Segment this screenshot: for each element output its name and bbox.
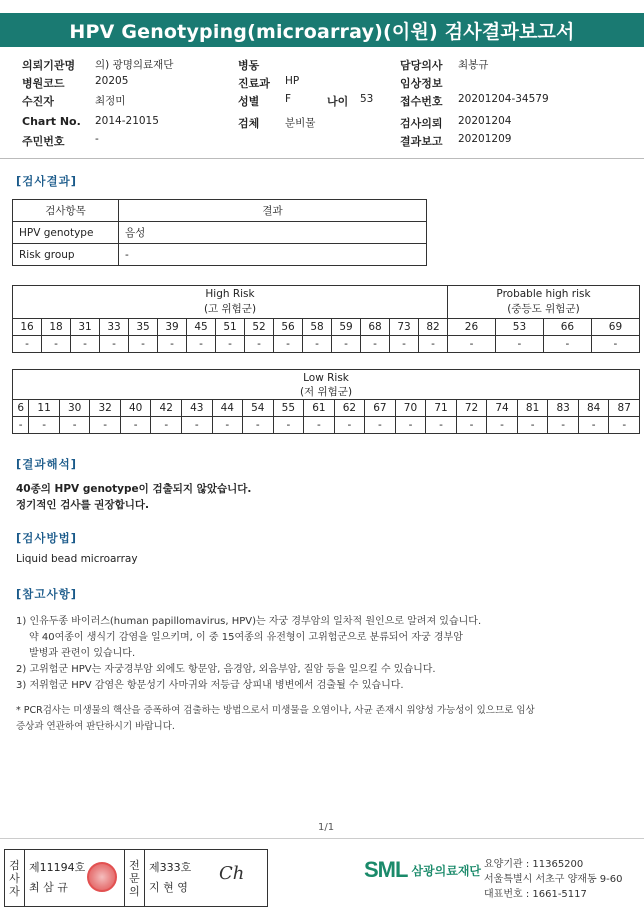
examiner-license: 제11194호 [29, 861, 86, 874]
high-risk-type-cell: 31 [71, 319, 100, 336]
specialist-name: 지 현 영 [149, 881, 188, 894]
sex-label: 성별 [238, 95, 260, 108]
high-risk-value-cell: - [303, 336, 332, 353]
note-item: 3) 저위험군 HPV 감염은 항문성기 사마귀와 저등급 상피내 병변에서 검출될 수 있습니다. [16, 680, 404, 691]
low-risk-type-cell: 55 [273, 400, 304, 417]
signature-box [4, 849, 268, 907]
low-risk-type-cell: 62 [334, 400, 365, 417]
specialist-block [145, 850, 267, 906]
high-risk-type-cell: 66 [543, 319, 591, 336]
row-value: - [119, 244, 427, 266]
high-risk-value-cell: - [495, 336, 543, 353]
low-risk-type-cell: 84 [578, 400, 609, 417]
probable-risk-title: Probable high risk [496, 288, 591, 300]
low-risk-value-cell: - [548, 417, 579, 434]
age-label: 나이 [327, 95, 349, 108]
section-interpretation-heading: [결과해석] [16, 457, 77, 471]
low-risk-type-cell: 71 [426, 400, 457, 417]
low-risk-type-cell: 74 [487, 400, 518, 417]
low-risk-type-cell: 6 [13, 400, 29, 417]
low-risk-types-row [13, 400, 640, 417]
high-risk-type-cell: 68 [361, 319, 390, 336]
high-risk-type-cell: 39 [158, 319, 187, 336]
high-risk-type-cell: 59 [332, 319, 361, 336]
low-risk-value-cell: - [59, 417, 90, 434]
low-risk-value-cell: - [517, 417, 548, 434]
low-risk-table [12, 369, 640, 434]
page-number: 1/1 [318, 822, 335, 833]
method-text: Liquid bead microarray [16, 553, 138, 565]
high-risk-type-cell: 45 [187, 319, 216, 336]
high-risk-value-cell: - [42, 336, 71, 353]
resident-value: - [95, 133, 99, 145]
receipt-value: 20201204-34579 [458, 93, 549, 105]
receipt-label: 접수번호 [400, 95, 443, 108]
note-item: 2) 고위험군 HPV는 자궁경부암 외에도 항문암, 음경암, 외음부암, 질암 등을 일으킬 수 있습니다. [16, 664, 436, 675]
resident-label: 주민번호 [22, 135, 65, 148]
result-table [12, 199, 427, 266]
high-risk-value-cell: - [216, 336, 245, 353]
table-row [13, 222, 427, 244]
high-risk-title: High Risk [205, 288, 255, 300]
chart-value: 2014-21015 [95, 115, 159, 127]
high-risk-value-cell: - [158, 336, 187, 353]
low-risk-header [13, 370, 640, 400]
note-item-continued: 발병과 관련이 있습니다. [29, 648, 136, 659]
low-risk-subtitle: (저 위험군) [299, 385, 353, 398]
note-item-continued: 약 40여종이 생식기 감염을 일으키며, 이 중 15여종의 유전형이 고위험군으로 분류되어 자궁 경부암 [29, 632, 463, 643]
low-risk-value-cell: - [304, 417, 335, 434]
low-risk-type-cell: 30 [59, 400, 90, 417]
specialist-title-char: 의 [129, 884, 140, 898]
dept-label: 진료과 [238, 77, 270, 90]
high-risk-value-cell: - [361, 336, 390, 353]
high-risk-value-cell: - [274, 336, 303, 353]
report-title-bar [0, 13, 644, 47]
high-risk-value-cell: - [543, 336, 591, 353]
low-risk-type-cell: 42 [151, 400, 182, 417]
examiner-block [25, 850, 125, 906]
low-risk-header-row [13, 370, 640, 400]
high-risk-type-cell: 52 [245, 319, 274, 336]
low-risk-value-cell: - [151, 417, 182, 434]
low-risk-type-cell: 11 [29, 400, 60, 417]
high-risk-type-cell: 53 [495, 319, 543, 336]
low-risk-value-cell: - [29, 417, 60, 434]
low-risk-value-cell: - [90, 417, 121, 434]
low-risk-value-cell: - [181, 417, 212, 434]
high-risk-value-cell: - [129, 336, 158, 353]
request-label: 검사의뢰 [400, 117, 443, 130]
high-risk-value-cell: - [419, 336, 448, 353]
footer-institution-code: 요양기관 : 11365200 [484, 859, 584, 870]
doctor-value: 최봉규 [458, 59, 489, 71]
low-risk-type-cell: 67 [365, 400, 396, 417]
high-risk-type-cell: 16 [13, 319, 42, 336]
high-risk-type-cell: 58 [303, 319, 332, 336]
interpretation-text [16, 481, 251, 513]
ward-label: 병동 [238, 59, 260, 72]
high-risk-type-cell: 56 [274, 319, 303, 336]
high-risk-header-row [13, 286, 640, 319]
interpretation-line: 40종의 HPV genotype이 검출되지 않았습니다. [16, 483, 252, 495]
section-notes-heading: [참고사항] [16, 587, 77, 601]
low-risk-type-cell: 43 [181, 400, 212, 417]
low-risk-type-cell: 70 [395, 400, 426, 417]
dept-value: HP [285, 75, 300, 87]
row-item: Risk group [13, 244, 119, 266]
low-risk-type-cell: 44 [212, 400, 243, 417]
note-item: 1) 인유두종 바이러스(human papillomavirus, HPV)는 자궁 경부암의 일차적 원인으로 알려져 있습니다. [16, 616, 482, 627]
low-risk-type-cell: 87 [609, 400, 640, 417]
patient-value: 최정미 [95, 95, 126, 107]
age-value: 53 [360, 93, 374, 105]
examiner-title-char: 사 [9, 871, 20, 885]
low-risk-value-cell: - [426, 417, 457, 434]
specimen-label: 검체 [238, 117, 260, 130]
high-risk-values-row [13, 336, 640, 353]
high-risk-value-cell: - [187, 336, 216, 353]
probable-risk-header [448, 286, 640, 319]
table-row [13, 244, 427, 266]
pcr-disclaimer-line: 증상과 연관하여 판단하시기 바랍니다. [16, 721, 175, 732]
low-risk-type-cell: 40 [120, 400, 151, 417]
examiner-title-char: 자 [9, 884, 20, 898]
low-risk-value-cell: - [334, 417, 365, 434]
low-risk-title: Low Risk [303, 371, 349, 384]
notes-list [16, 614, 636, 694]
doctor-label: 담당의사 [400, 59, 443, 72]
clinical-label: 임상정보 [400, 77, 443, 90]
pcr-disclaimer [16, 703, 640, 735]
high-risk-value-cell: - [71, 336, 100, 353]
high-risk-type-cell: 69 [591, 319, 639, 336]
low-risk-value-cell: - [13, 417, 29, 434]
high-risk-value-cell: - [100, 336, 129, 353]
sml-logo-name: 삼광의료재단 [411, 863, 482, 878]
low-risk-type-cell: 83 [548, 400, 579, 417]
section-result-heading: [검사결과] [16, 174, 77, 188]
examiner-title [5, 850, 25, 906]
footer-divider [0, 838, 644, 839]
high-risk-value-cell: - [591, 336, 639, 353]
specialist-title-char: 전 [129, 858, 140, 872]
low-risk-type-cell: 54 [243, 400, 274, 417]
high-risk-header [13, 286, 448, 319]
specimen-value: 분비물 [285, 117, 316, 129]
low-risk-value-cell: - [609, 417, 640, 434]
specialist-title [125, 850, 145, 906]
low-risk-type-cell: 72 [456, 400, 487, 417]
report-date-value: 20201209 [458, 133, 512, 145]
row-item: HPV genotype [13, 222, 119, 244]
low-risk-type-cell: 61 [304, 400, 335, 417]
high-risk-types-row [13, 319, 640, 336]
patient-info [0, 55, 644, 151]
low-risk-type-cell: 81 [517, 400, 548, 417]
specialist-title-char: 문 [129, 871, 140, 885]
col-item-header: 검사항목 [13, 200, 119, 222]
seal-stamp-icon [87, 862, 117, 892]
request-value: 20201204 [458, 115, 512, 127]
low-risk-value-cell: - [120, 417, 151, 434]
low-risk-value-cell: - [273, 417, 304, 434]
specialist-license: 제333호 [149, 861, 192, 874]
high-risk-type-cell: 35 [129, 319, 158, 336]
result-table-header [13, 200, 427, 222]
examiner-name: 최 삼 규 [29, 881, 68, 894]
institution-value: 의) 광명의료재단 [95, 59, 174, 71]
patient-label: 수진자 [22, 95, 54, 108]
sex-value: F [285, 93, 292, 105]
low-risk-type-cell: 32 [90, 400, 121, 417]
high-risk-type-cell: 18 [42, 319, 71, 336]
examiner-title-char: 검 [9, 858, 20, 872]
low-risk-value-cell: - [578, 417, 609, 434]
chart-label: Chart No. [22, 115, 81, 128]
low-risk-value-cell: - [365, 417, 396, 434]
report-title: HPV Genotyping(microarray)(이원) 검사결과보고서 [69, 20, 575, 43]
high-risk-subtitle: (고 위험군) [203, 303, 257, 315]
high-risk-type-cell: 26 [448, 319, 496, 336]
low-risk-values-row [13, 417, 640, 434]
high-risk-value-cell: - [245, 336, 274, 353]
footer-address: 서울특별시 서초구 양재동 9-60 [484, 874, 623, 885]
low-risk-value-cell: - [212, 417, 243, 434]
footer-contact [484, 857, 623, 902]
high-risk-value-cell: - [13, 336, 42, 353]
low-risk-value-cell: - [487, 417, 518, 434]
institution-label: 의뢰기관명 [22, 59, 76, 72]
sml-logo [364, 857, 481, 883]
high-risk-value-cell: - [332, 336, 361, 353]
divider [0, 158, 644, 159]
pcr-disclaimer-line: * PCR검사는 미생물의 핵산을 증폭하여 검출하는 방법으로서 미생물을 오염이나, 사균 존재시 위양성 가능성이 있으므로 임상 [16, 705, 535, 716]
probable-risk-subtitle: (중등도 위험군) [507, 303, 580, 315]
hospital-code-label: 병원코드 [22, 77, 65, 90]
high-risk-value-cell: - [448, 336, 496, 353]
hospital-code-value: 20205 [95, 75, 129, 87]
report-date-label: 결과보고 [400, 135, 443, 148]
row-value: 음성 [119, 222, 427, 244]
low-risk-value-cell: - [243, 417, 274, 434]
col-result-header: 결과 [119, 200, 427, 222]
high-risk-table [12, 285, 640, 353]
low-risk-value-cell: - [395, 417, 426, 434]
footer-phone: 대표번호 : 1661-5117 [484, 889, 587, 900]
sml-logo-mark: SML [364, 857, 408, 882]
section-method-heading: [검사방법] [16, 531, 77, 545]
handwritten-signature: Ch [219, 863, 245, 884]
high-risk-type-cell: 82 [419, 319, 448, 336]
interpretation-line: 정기적인 검사를 권장합니다. [16, 499, 150, 511]
low-risk-value-cell: - [456, 417, 487, 434]
high-risk-type-cell: 33 [100, 319, 129, 336]
high-risk-type-cell: 51 [216, 319, 245, 336]
high-risk-type-cell: 73 [390, 319, 419, 336]
high-risk-value-cell: - [390, 336, 419, 353]
